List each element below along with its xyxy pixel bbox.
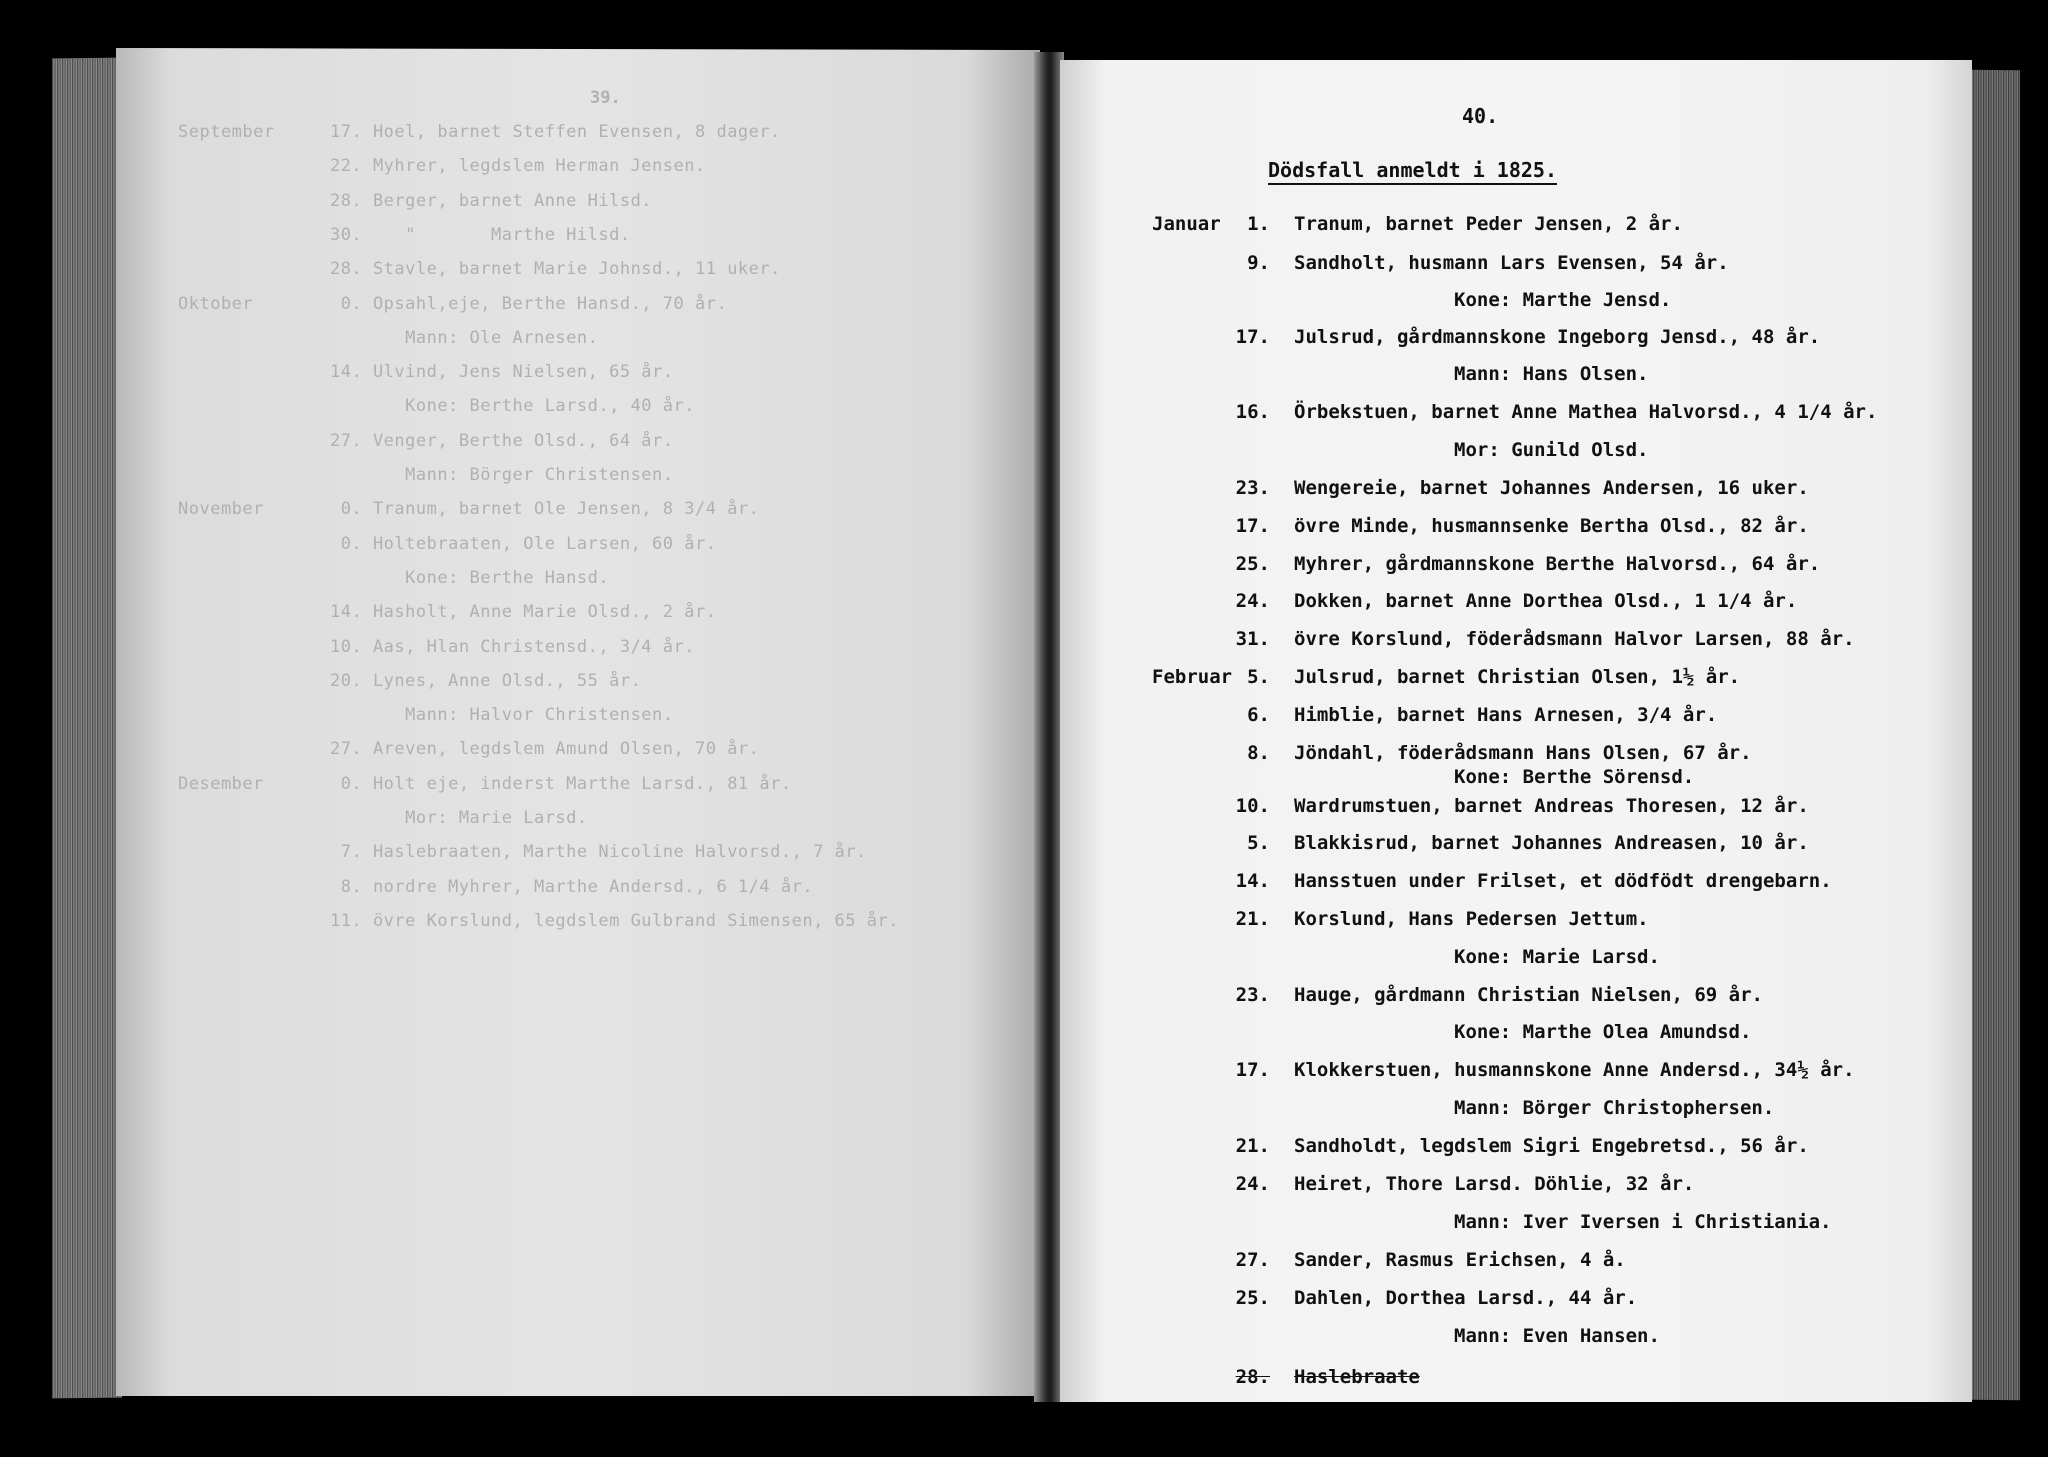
entry-text: Sander, Rasmus Erichsen, 4 å.	[1294, 1249, 1626, 1271]
entry-text: Sandholdt, legdslem Sigri Engebretsd., 56 år.	[1294, 1135, 1809, 1157]
left-entry-line: 27. Areven, legdslem Amund Olsen, 70 år.	[330, 739, 760, 759]
left-month-label: Desember	[178, 774, 264, 794]
entry-day: 25.	[1235, 553, 1270, 575]
entry-text: Hauge, gårdmann Christian Nielsen, 69 år.	[1294, 984, 1763, 1006]
spouse-note: Mann: Iver Iversen i Christiania.	[1454, 1211, 1832, 1233]
left-entry-line: 28. Stavle, barnet Marie Johnsd., 11 uker.	[330, 259, 781, 279]
right-page-number: 40.	[1462, 104, 1499, 128]
entry-day: 6.	[1247, 704, 1270, 726]
left-entry-line: Mann: Halvor Christensen.	[330, 705, 674, 725]
entry-day: 5.	[1247, 832, 1270, 854]
entry-text: Hansstuen under Frilset, et dödfödt drengebarn.	[1294, 870, 1832, 892]
entry-day: 25.	[1235, 1287, 1270, 1309]
left-entry-line: 20. Lynes, Anne Olsd., 55 år.	[330, 671, 642, 691]
entry-day: 17.	[1235, 326, 1270, 348]
spouse-note: Mor: Gunild Olsd.	[1454, 439, 1649, 461]
entry-text: Julsrud, barnet Christian Olsen, 1½ år.	[1294, 666, 1741, 688]
entry-day: 16.	[1235, 401, 1270, 423]
left-month-label: November	[178, 499, 264, 519]
left-month-label: September	[178, 122, 275, 142]
entry-text: Dokken, barnet Anne Dorthea Olsd., 1 1/4 år.	[1294, 590, 1798, 612]
left-entry-line: 10. Aas, Hlan Christensd., 3/4 år.	[330, 637, 695, 657]
entry-text: Örbekstuen, barnet Anne Mathea Halvorsd., 4 1/4 år.	[1294, 401, 1878, 423]
entry-day: 28.	[1235, 1366, 1270, 1388]
entry-text: Blakkisrud, barnet Johannes Andreasen, 10 år.	[1294, 832, 1809, 854]
entry-text: Wengereie, barnet Johannes Andersen, 16 uker.	[1294, 477, 1809, 499]
left-month-label: Oktober	[178, 294, 254, 314]
left-page-number: 39.	[590, 88, 621, 108]
left-entry-line: 22. Myhrer, legdslem Herman Jensen.	[330, 156, 706, 176]
left-entry-line: 0. Tranum, barnet Ole Jensen, 8 3/4 år.	[330, 499, 760, 519]
left-entry-line: Mann: Börger Christensen.	[330, 465, 674, 485]
left-entry-line: 8. nordre Myhrer, Marthe Andersd., 6 1/4 år.	[330, 877, 814, 897]
left-entry-line: 7. Haslebraaten, Marthe Nicoline Halvorsd., 7 år.	[330, 842, 867, 862]
left-entry-line: 0. Holtebraaten, Ole Larsen, 60 år.	[330, 534, 717, 554]
left-entry-line: 0. Holt eje, inderst Marthe Larsd., 81 år.	[330, 774, 792, 794]
entry-text: övre Korslund, föderådsmann Halvor Larsen, 88 år.	[1294, 628, 1855, 650]
left-entry-line: 30. " Marthe Hilsd.	[330, 225, 631, 245]
left-page-stack	[52, 58, 122, 1399]
left-entry-line: Mann: Ole Arnesen.	[330, 328, 599, 348]
entry-day: 8.	[1247, 742, 1270, 764]
entry-day: 27.	[1235, 1249, 1270, 1271]
left-entry-line: Kone: Berthe Larsd., 40 år.	[330, 396, 695, 416]
entry-text: Heiret, Thore Larsd. Döhlie, 32 år.	[1294, 1173, 1695, 1195]
spouse-note: Kone: Marthe Jensd.	[1454, 289, 1672, 311]
entry-day: 9.	[1247, 252, 1270, 274]
spouse-note: Kone: Marthe Olea Amundsd.	[1454, 1021, 1752, 1043]
right-page-stack	[1968, 70, 2020, 1401]
entry-text: Dahlen, Dorthea Larsd., 44 år.	[1294, 1287, 1638, 1309]
left-entry-line: 14. Ulvind, Jens Nielsen, 65 år.	[330, 362, 674, 382]
page-title: Dödsfall anmeldt i 1825.	[1268, 158, 1557, 185]
entry-text: Myhrer, gårdmannskone Berthe Halvorsd., 64 år.	[1294, 553, 1821, 575]
left-entry-line: 0. Opsahl,eje, Berthe Hansd., 70 år.	[330, 294, 728, 314]
left-entry-line: Mor: Marie Larsd.	[330, 808, 588, 828]
entry-day: 21.	[1235, 908, 1270, 930]
entry-text: Julsrud, gårdmannskone Ingeborg Jensd., 48 år.	[1294, 326, 1821, 348]
entry-text: Sandholt, husmann Lars Evensen, 54 år.	[1294, 252, 1729, 274]
entry-text: Jöndahl, föderådsmann Hans Olsen, 67 år.	[1294, 742, 1752, 764]
entry-day: 14.	[1235, 870, 1270, 892]
entry-day: 24.	[1235, 1173, 1270, 1195]
entry-day: 31.	[1235, 628, 1270, 650]
left-entry-line: 27. Venger, Berthe Olsd., 64 år.	[330, 431, 674, 451]
spouse-note: Kone: Berthe Sörensd.	[1454, 766, 1695, 788]
entry-day: 17.	[1235, 515, 1270, 537]
entry-day: 10.	[1235, 795, 1270, 817]
spouse-note: Mann: Börger Christophersen.	[1454, 1097, 1775, 1119]
month-label: Januar	[1152, 213, 1221, 235]
left-entry-line: 28. Berger, barnet Anne Hilsd.	[330, 191, 653, 211]
left-entry-line: 14. Hasholt, Anne Marie Olsd., 2 år.	[330, 602, 717, 622]
entry-day: 1.	[1247, 213, 1270, 235]
entry-day: 23.	[1235, 984, 1270, 1006]
entry-text: Tranum, barnet Peder Jensen, 2 år.	[1294, 213, 1683, 235]
spouse-note: Mann: Hans Olsen.	[1454, 363, 1649, 385]
entry-text: Klokkerstuen, husmannskone Anne Andersd., 34½ år.	[1294, 1059, 1855, 1081]
entry-day: 21.	[1235, 1135, 1270, 1157]
entry-day: 23.	[1235, 477, 1270, 499]
month-label: Februar	[1152, 666, 1233, 688]
left-entry-line: 11. övre Korslund, legdslem Gulbrand Simensen, 65 år.	[330, 911, 899, 931]
entry-text: Wardrumstuen, barnet Andreas Thoresen, 12 år.	[1294, 795, 1809, 817]
entry-day: 17.	[1235, 1059, 1270, 1081]
left-entry-line: 17. Hoel, barnet Steffen Evensen, 8 dager.	[330, 122, 781, 142]
entry-text: Haslebraate	[1294, 1366, 1420, 1388]
spouse-note: Kone: Marie Larsd.	[1454, 946, 1660, 968]
left-entry-line: Kone: Berthe Hansd.	[330, 568, 610, 588]
entry-text: övre Minde, husmannsenke Bertha Olsd., 82 år.	[1294, 515, 1809, 537]
entry-text: Korslund, Hans Pedersen Jettum.	[1294, 908, 1649, 930]
entry-day: 5.	[1247, 666, 1270, 688]
entry-text: Himblie, barnet Hans Arnesen, 3/4 år.	[1294, 704, 1718, 726]
entry-day: 24.	[1235, 590, 1270, 612]
spouse-note: Mann: Even Hansen.	[1454, 1325, 1660, 1347]
